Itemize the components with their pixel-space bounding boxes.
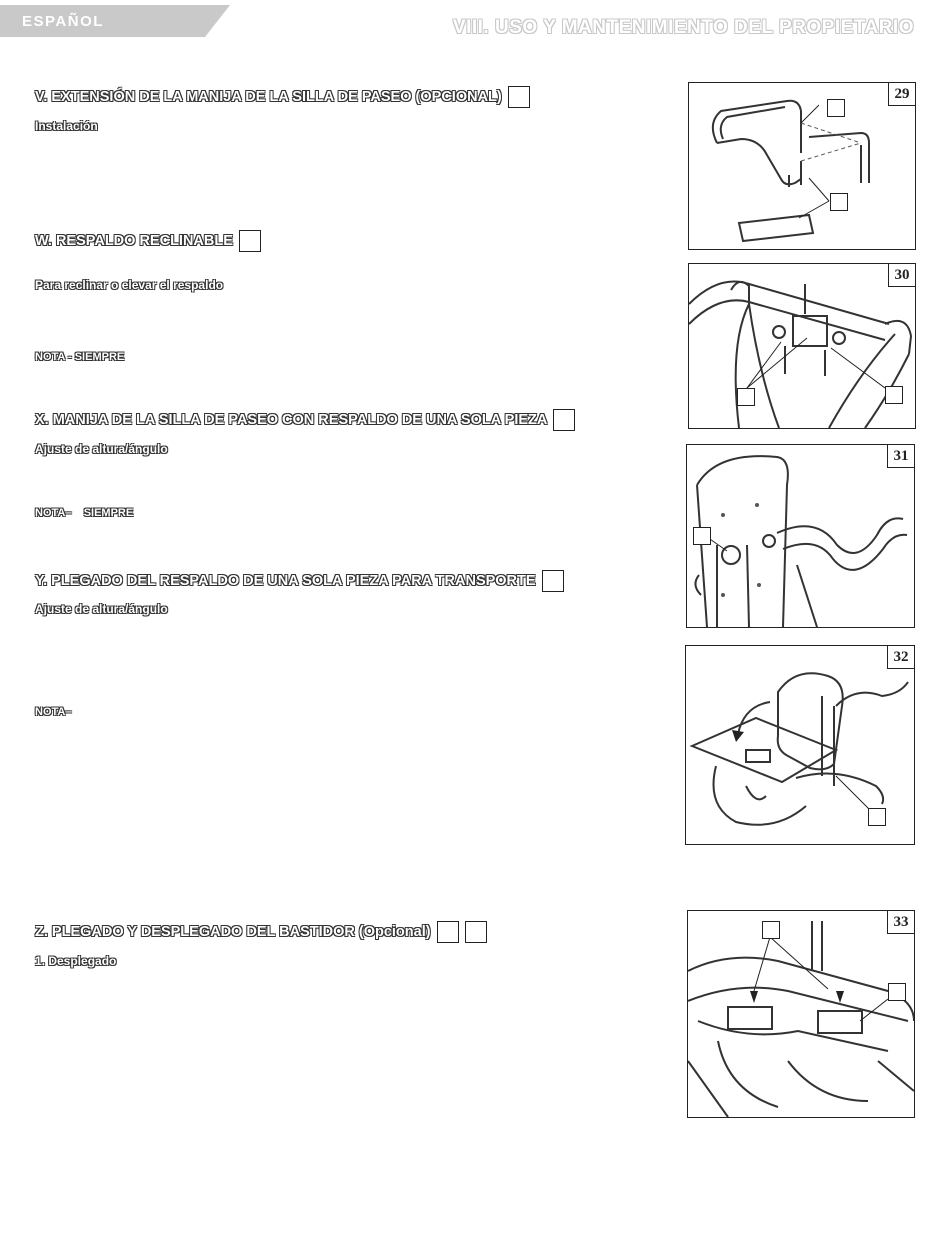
figure-30-number: 30 [888, 264, 915, 287]
section-z-checkbox-1 [437, 921, 459, 943]
section-y-heading [35, 570, 564, 592]
section-y-note: NOTA– [35, 706, 72, 718]
figure-29 [688, 82, 916, 250]
figure-33-number: 33 [887, 911, 914, 934]
section-v-title: V. EXTENSIÓN DE LA MANIJA DE LA SILLA DE PASEO (OPCIONAL) [35, 88, 502, 105]
figure-33-callout-2 [888, 983, 906, 1001]
figure-30-callout-2 [885, 386, 903, 404]
section-y-title: Y. PLEGADO DEL RESPALDO DE UNA SOLA PIEZA PARA TRANSPORTE [35, 572, 536, 589]
figure-31-callout-1 [693, 527, 711, 545]
language-label: ESPAÑOL [22, 13, 104, 30]
section-z-heading [35, 921, 487, 943]
section-x-heading [35, 409, 575, 431]
section-w-subtitle: Para reclinar o elevar el respaldo [35, 278, 224, 292]
figure-29-number: 29 [888, 83, 915, 106]
figure-30 [688, 263, 916, 429]
section-y-checkbox [542, 570, 564, 592]
figure-32 [685, 645, 915, 845]
section-w-title: W. RESPALDO RECLINABLE [35, 232, 233, 249]
section-w-note: NOTA - SIEMPRE [35, 351, 125, 363]
section-w-heading [35, 230, 261, 252]
section-x-note: NOTA– SIEMPRE [35, 507, 134, 519]
section-v-checkbox [508, 86, 530, 108]
figure-33 [687, 910, 915, 1118]
figure-29-callout-1 [827, 99, 845, 117]
section-v-heading [35, 86, 530, 108]
figure-30-drawing [689, 264, 915, 428]
section-w-checkbox [239, 230, 261, 252]
figure-32-number: 32 [887, 646, 914, 669]
section-z-subtitle: 1. Desplegado [35, 954, 117, 968]
chapter-title: VIII. USO Y MANTENIMIENTO DEL PROPIETARIO [452, 17, 914, 38]
figure-31-drawing [687, 445, 914, 627]
figure-30-callout-1 [737, 388, 755, 406]
section-x-subtitle: Ajuste de altura/ángulo [35, 442, 168, 456]
figure-31-number: 31 [887, 445, 914, 468]
section-x-title: X. MANIJA DE LA SILLA DE PASEO CON RESPALDO DE UNA SOLA PIEZA [35, 411, 548, 428]
section-z-checkbox-2 [465, 921, 487, 943]
figure-29-callout-2 [830, 193, 848, 211]
figure-29-drawing [689, 83, 915, 249]
language-tab [0, 5, 230, 37]
figure-32-callout-1 [868, 808, 886, 826]
figure-33-callout-1 [762, 921, 780, 939]
section-y-subtitle: Ajuste de altura/ángulo [35, 602, 168, 616]
figure-33-drawing [688, 911, 914, 1117]
section-z-title: Z. PLEGADO Y DESPLEGADO DEL BASTIDOR (Opcional) [35, 923, 431, 940]
section-v-subtitle: Instalación [35, 119, 98, 133]
figure-31 [686, 444, 915, 628]
section-x-checkbox [553, 409, 575, 431]
